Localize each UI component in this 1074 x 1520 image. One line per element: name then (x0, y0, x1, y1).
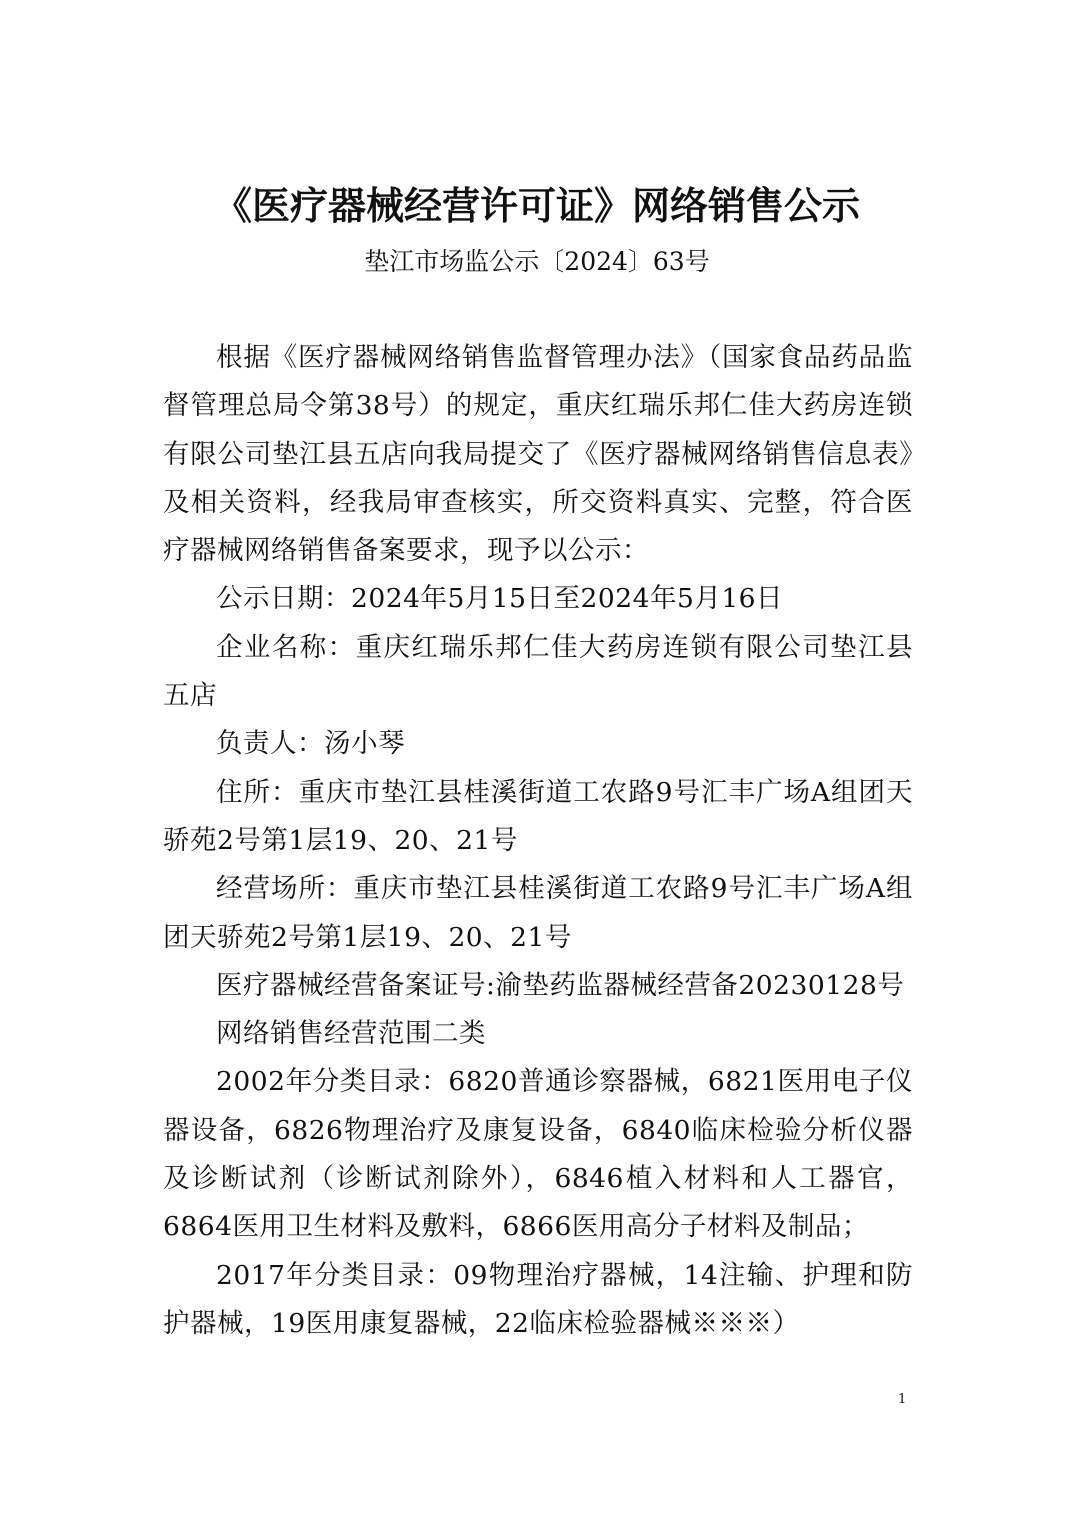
publicity-date: 公示日期：2024年5月15日至2024年5月16日 (216, 583, 784, 615)
document-title: 《医疗器械经营许可证》网络销售公示 (213, 183, 860, 228)
page-number: 1 (898, 1392, 907, 1407)
catalog-2002: 2002年分类目录：6820普通诊察器械，6821医用电子仪器设备，6826物理治疗及康复设备，6840临床检验分析仪器及诊断试剂（诊断试剂除外），6846植入材料和人工器官，6864医用卫生材料及敷料，6866医用高分子材料及制品； (163, 1066, 913, 1243)
online-sales-scope-heading: 网络销售经营范围二类 (216, 1018, 486, 1050)
document-body (163, 334, 913, 1348)
document-number: 垫江市场监公示〔2024〕63号 (364, 247, 710, 276)
responsible-person: 负责人：汤小琴 (216, 728, 405, 760)
filing-certificate-number: 医疗器械经营备案证号:渝垫药监器械经营备20230128号 (216, 969, 905, 1001)
intro-paragraph: 根据《医疗器械网络销售监督管理办法》（国家食品药品监督管理总局令第38号）的规定，重庆红瑞乐邦仁佳大药房连锁有限公司垫江县五店向我局提交了《医疗器械网络销售信息表》及相关资料，经我局审查核实，所交资料真实、完整，符合医疗器械网络销售备案要求，现予以公示： (163, 342, 913, 567)
company-name: 企业名称：重庆红瑞乐邦仁佳大药房连锁有限公司垫江县五店 (163, 631, 913, 712)
catalog-2017: 2017年分类目录：09物理治疗器械，14注输、护理和防护器械，19医用康复器械，22临床检验器械※※※） (163, 1259, 913, 1339)
business-premises: 经营场所：重庆市垫江县桂溪街道工农路9号汇丰广场A组团天骄苑2号第1层19、20、21号 (163, 873, 913, 953)
residence-address: 住所：重庆市垫江县桂溪街道工农路9号汇丰广场A组团天骄苑2号第1层19、20、21号 (163, 776, 913, 856)
